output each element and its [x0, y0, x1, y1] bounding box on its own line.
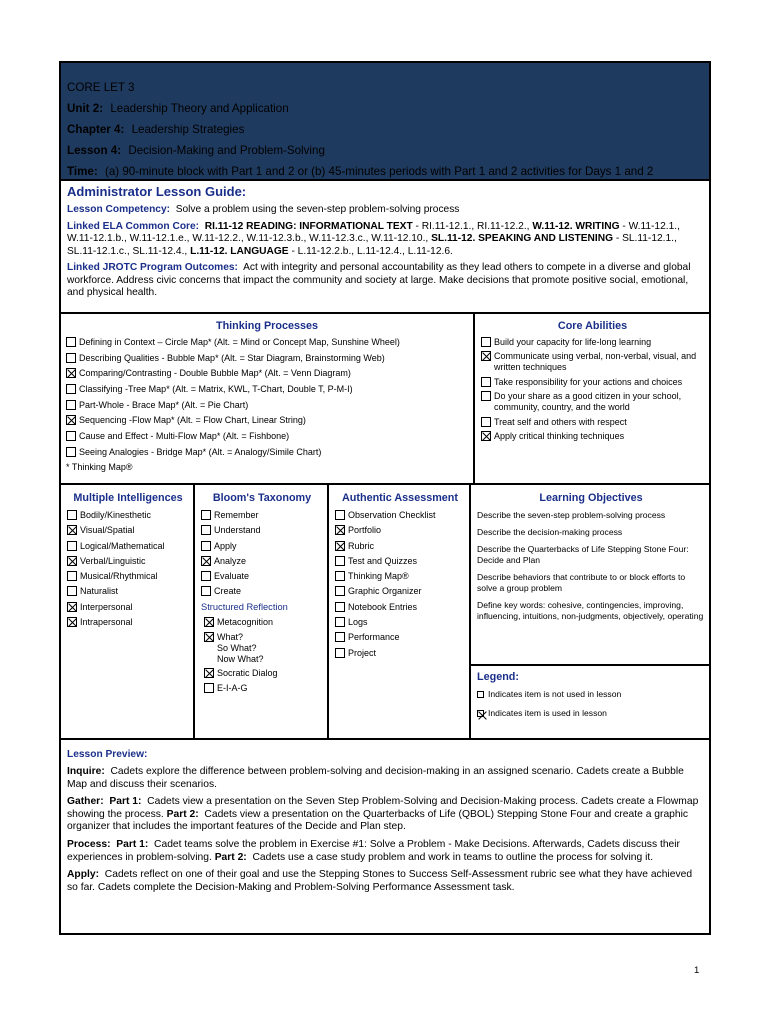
checkbox[interactable] [67, 617, 77, 627]
objective-item: Describe the Quarterbacks of Life Stepping Stone Four: Decide and Plan [477, 544, 689, 565]
checklist-item [201, 586, 323, 597]
checkbox[interactable] [335, 556, 345, 566]
jrotc-label: Linked JROTC Program Outcomes: [67, 262, 238, 273]
inquire-label: Inquire: [67, 766, 105, 777]
objective-item: Describe behaviors that contribute to or block efforts to solve a group problem [477, 572, 686, 593]
learning-objectives [471, 485, 709, 738]
checkbox[interactable] [66, 353, 76, 363]
checklist-item [201, 525, 323, 536]
unit-label: Unit 2: [67, 102, 104, 115]
checkbox[interactable] [481, 417, 491, 427]
checklist-label: Visual/Spatial [80, 525, 135, 536]
checkbox[interactable] [66, 400, 76, 410]
preview-inquire [67, 766, 703, 791]
ela-speaking: SL.11-12. SPEAKING AND LISTENING [431, 233, 614, 244]
checkbox[interactable] [201, 541, 211, 551]
gather-part2-label: Part 2: [166, 808, 199, 820]
checkbox[interactable] [67, 602, 77, 612]
reflection-socratic: Socratic Dialog [217, 668, 278, 679]
mi-title: Multiple Intelligences [73, 492, 183, 504]
checklist-label: Interpersonal [80, 601, 133, 612]
checklist-label: Bodily/Kinesthetic [80, 510, 152, 520]
ela-reading: RI.11-12 READING: INFORMATIONAL TEXT [204, 220, 413, 232]
checklist-label: Observation Checklist [348, 510, 436, 520]
checklist-item [201, 556, 323, 567]
checklist-label: Seeing Analogies - Bridge Map* (Alt. = Analogy/Simile Chart) [79, 446, 322, 457]
checklist-item [335, 571, 465, 582]
multiple-intelligences [61, 485, 195, 738]
core-title: Core Abilities [557, 320, 628, 332]
checklist-item [481, 377, 704, 388]
inquire-text: Cadets explore the difference between problem-solving and decision-making in an assigned scenario. Cadets create a Bubble Map and discuss their scenarios. [67, 766, 684, 790]
checklist-label: Naturalist [80, 586, 119, 597]
gather-part1-label: Part 1: [109, 796, 142, 808]
checklist-label: Part-Whole - Brace Map* (Alt. = Pie Chart) [79, 399, 249, 410]
checkbox[interactable] [335, 525, 345, 535]
reflection-eiag: E-I-A-G [217, 683, 248, 694]
objective-item: Describe the decision-making process [477, 527, 623, 537]
unit-name: Leadership Theory and Application [110, 102, 289, 115]
gather-part1-text: Cadets view a presentation on the Seven Step Problem-Solving and Decision-Making process. Cadets create a Flowmap showing the process. [67, 796, 699, 820]
checklist-item [335, 510, 465, 521]
preview-gather [67, 796, 703, 834]
checklist-item [335, 556, 465, 567]
checkbox[interactable] [335, 632, 345, 642]
checklist-label: Verbal/Linguistic [80, 555, 146, 566]
checklist-label: Rubric [348, 540, 375, 551]
competency-text: Solve a problem using the seven-step problem-solving process [175, 204, 460, 215]
legend-unused [477, 689, 703, 700]
checkbox[interactable] [335, 541, 345, 551]
reflection-list [201, 617, 323, 695]
checklist-item [67, 556, 189, 567]
checklist-item [67, 525, 189, 536]
checkbox[interactable] [201, 571, 211, 581]
checkbox[interactable] [67, 525, 77, 535]
checklist-label: Thinking Map® [348, 571, 409, 582]
checklist-label: Logs [348, 617, 368, 628]
checklist-item [201, 571, 323, 582]
thinking-title: Thinking Processes [215, 320, 318, 332]
lesson-header [59, 61, 711, 181]
checklist-item [201, 510, 323, 521]
objectives-title: Learning Objectives [539, 492, 643, 504]
process-part1-label: Part 1: [116, 838, 149, 850]
authentic-assessment [329, 485, 471, 738]
checklist-item [66, 368, 468, 379]
admin-section [59, 181, 711, 314]
bloom-title: Bloom's Taxonomy [212, 492, 312, 504]
checkbox[interactable] [66, 447, 76, 457]
checklist-label: Build your capacity for life-long learning [494, 337, 652, 347]
checklist-item [481, 351, 704, 373]
checklist-label: Portfolio [348, 525, 382, 536]
checklist-label: Communicate using verbal, non-verbal, visual, and written techniques [494, 351, 697, 373]
checkbox[interactable] [335, 510, 345, 520]
ela-reading-codes: - RI.11-12.1., RI.11-12.2., [412, 220, 533, 232]
time-label: Time: [67, 165, 98, 178]
checklist-item [201, 541, 323, 552]
checklist-item [481, 431, 704, 442]
checklist-label: Logical/Mathematical [80, 540, 165, 551]
chapter-label: Chapter 4: [67, 123, 125, 136]
checkbox[interactable] [66, 368, 76, 378]
checklist-item [67, 617, 189, 628]
legend-unused-text: Indicates item is not used in lesson [488, 689, 622, 699]
checkbox[interactable] [481, 351, 491, 361]
checklist-label: Defining in Context – Circle Map* (Alt. = Mind or Concept Map, Sunshine Wheel) [79, 337, 400, 347]
page-number: 1 [694, 965, 700, 976]
checklist-item [481, 417, 704, 428]
ela-label: Linked ELA Common Core: [67, 220, 200, 232]
checklist-item [67, 602, 189, 613]
checkbox[interactable] [201, 525, 211, 535]
checklist-item [481, 337, 704, 348]
core-abilities [475, 314, 709, 483]
checkbox[interactable] [204, 668, 214, 678]
checklist-item [66, 384, 468, 395]
checkbox[interactable] [201, 556, 211, 566]
admin-title: Administrator Lesson Guide: [67, 184, 247, 199]
checklist-item [67, 510, 189, 521]
lesson-label: Lesson 4: [67, 144, 122, 157]
checkbox[interactable] [335, 617, 345, 627]
checklist-label: Apply [214, 540, 237, 551]
gather-label: Gather: [67, 796, 104, 808]
checked-box-icon [477, 710, 484, 717]
gather-part2-text: Cadets view a presentation on the Quarterbacks of Life (QBOL) Stepping Stone Four and create a graphic organizer that includes the important features of the Decide and Plan step. [67, 808, 689, 833]
core-title: CORE LET 3 [67, 81, 135, 94]
checklist-item [66, 415, 468, 426]
mi-list [67, 510, 189, 628]
checklist-item [66, 447, 468, 458]
checklist-label: Do your share as a good citizen in your school, community, country, and the world [494, 391, 682, 413]
time-text: (a) 90-minute block with Part 1 and 2 or (b) 45-minutes periods with Part 1 and 2 activities for Days 1 and 2 [104, 165, 654, 178]
preview-title: Lesson Preview: [67, 749, 148, 760]
checklist-label: Intrapersonal [80, 617, 133, 628]
checkbox[interactable] [481, 431, 491, 441]
checklist-label: Musical/Rhythmical [80, 571, 158, 582]
ela-writing-codes: - W.11-12.1., W.11-12.1.b., W.11-12.1.e., W.11-12.2., W.11-12.3.b., W.11-12.3.c., W.11-12.10., [67, 220, 680, 244]
checklist-label: Understand [214, 525, 261, 536]
checklist-label: Evaluate [214, 571, 250, 582]
checklist-label: Apply critical thinking techniques [494, 430, 625, 441]
reflection-metacognition: Metacognition [217, 616, 274, 627]
objective-item: Define key words: cohesive, contingencies, improving, influencing, intuitions, non-judgments, objectively, operating [477, 600, 704, 621]
checkbox[interactable] [204, 683, 214, 693]
checklist-item [67, 571, 189, 582]
thinking-list [66, 337, 468, 458]
checkbox[interactable] [67, 510, 77, 520]
checklist-item [66, 400, 468, 411]
checkbox[interactable] [481, 337, 491, 347]
ela-writing: W.11-12. WRITING [532, 220, 620, 232]
process-part2-label: Part 2: [214, 851, 247, 863]
checklist-item [66, 353, 468, 364]
checklist-label: Graphic Organizer [348, 586, 422, 597]
objectives-list [477, 510, 705, 664]
checklist-item [66, 431, 468, 442]
checkbox[interactable] [66, 337, 76, 347]
process-part1-text: Cadet teams solve the problem in Exercise #1: Solve a Problem - Make Decisions. Afterwards, Cadets discuss their experiences in problem-solving. [67, 838, 680, 863]
checklist-item [335, 541, 465, 552]
chapter-name: Leadership Strategies [131, 123, 245, 136]
four-column-row [59, 485, 711, 740]
thinking-map-note: * Thinking Map® [66, 461, 133, 472]
apply-label: Apply: [67, 869, 100, 881]
competency-label: Lesson Competency: [67, 204, 171, 215]
apply-text: Cadets reflect on one of their goal and use the Stepping Stones to Success Self-Assessment rubric see what they have achieved so far. Cadets complete the Decision-Making and Problem-Solving Performance Assessment task. [67, 869, 693, 893]
checklist-label: Sequencing -Flow Map* (Alt. = Flow Chart, Linear String) [79, 415, 306, 426]
checklist-item [335, 586, 465, 597]
checkbox[interactable] [67, 571, 77, 581]
ela-language-codes: - L.11-12.2.b., L.11-12.4., L.11-12.6. [288, 245, 453, 257]
checklist-label: Analyze [214, 555, 247, 566]
reflection-so-what: So What? [217, 643, 257, 654]
checklist-item [204, 617, 323, 628]
checklist-label: Project [348, 647, 377, 658]
checkbox[interactable] [481, 377, 491, 387]
process-part2-text: Cadets use a case study problem and work in teams to outline the process for solving it. [252, 851, 654, 863]
checklist-item [204, 632, 323, 665]
bloom-list [201, 510, 323, 597]
checklist-label: Performance [348, 632, 400, 643]
checkbox[interactable] [335, 648, 345, 658]
processes-abilities-row [59, 314, 711, 485]
checkbox[interactable] [201, 510, 211, 520]
chapter-line [67, 119, 701, 140]
ela-language: L.11-12. LANGUAGE [190, 245, 289, 257]
reflection-what [217, 632, 264, 665]
ela-standards [67, 221, 703, 259]
reflection-now-what: Now What? [217, 654, 264, 665]
assess-title: Authentic Assessment [342, 492, 458, 504]
time-line [67, 161, 701, 182]
legend-title: Legend: [477, 671, 519, 683]
process-label: Process: [67, 838, 111, 850]
checklist-item [67, 586, 189, 597]
checklist-item [481, 391, 704, 413]
checkbox[interactable] [66, 384, 76, 394]
checkbox[interactable] [66, 431, 76, 441]
checkbox[interactable] [67, 541, 77, 551]
legend-used-text: Indicates item is used in lesson [488, 708, 607, 718]
checkbox[interactable] [66, 415, 76, 425]
checkbox[interactable] [335, 571, 345, 581]
checklist-label: Cause and Effect - Multi-Flow Map* (Alt. = Fishbone) [79, 431, 290, 442]
checkbox[interactable] [204, 617, 214, 627]
checklist-label: Treat self and others with respect [494, 416, 627, 427]
core-list [481, 337, 704, 442]
reflection-title: Structured Reflection [201, 601, 288, 612]
checklist-item [335, 525, 465, 536]
checklist-item [204, 668, 323, 679]
checklist-label: Take responsibility for your actions and choices [494, 376, 683, 387]
checkbox[interactable] [67, 556, 77, 566]
lesson-preview [59, 740, 711, 935]
checkbox[interactable] [335, 586, 345, 596]
checkbox[interactable] [201, 586, 211, 596]
checklist-item [335, 632, 465, 643]
checklist-label: Test and Quizzes [348, 555, 418, 566]
checkbox[interactable] [481, 391, 491, 401]
lesson-line [67, 140, 701, 161]
ela-speaking-codes: - SL.11-12.1., SL.11-12.1.c., SL.11-12.4., [67, 233, 677, 257]
jrotc-text: Act with integrity and personal accountability as they lead others to compete in a diverse and global workforce. Address civic concerns that impact the community and society at large. Make decisions that promote positive social, emotional, and physical health. [67, 262, 691, 298]
legend-used [477, 708, 703, 719]
preview-apply [67, 869, 703, 894]
checklist-label: Create [214, 586, 242, 597]
competency [67, 204, 703, 217]
checklist-item [335, 602, 465, 613]
checklist-label: Describing Qualities - Bubble Map* (Alt. = Star Diagram, Brainstorming Web) [79, 352, 385, 363]
lesson-name: Decision-Making and Problem-Solving [128, 144, 325, 157]
checklist-label: Classifying -Tree Map* (Alt. = Matrix, KWL, T-Chart, Double T, P-M-I) [79, 384, 353, 395]
checklist-item [335, 648, 465, 659]
assess-list [335, 510, 465, 659]
preview-process [67, 839, 703, 864]
checklist-label: Notebook Entries [348, 601, 418, 612]
checklist-item [66, 337, 468, 348]
checklist-label: Remember [214, 510, 259, 520]
blooms-taxonomy [195, 485, 329, 738]
reflection-what-label: What? [217, 632, 244, 643]
checkbox[interactable] [335, 602, 345, 612]
thinking-processes [61, 314, 475, 483]
checkbox[interactable] [204, 632, 214, 642]
jrotc-outcomes [67, 262, 703, 300]
lesson-guide-page [59, 61, 711, 935]
legend [471, 664, 709, 719]
objective-item: Describe the seven-step problem-solving process [477, 510, 666, 520]
empty-box-icon [477, 691, 484, 698]
checklist-item [67, 541, 189, 552]
checkbox[interactable] [67, 586, 77, 596]
checklist-item [335, 617, 465, 628]
checklist-label: Comparing/Contrasting - Double Bubble Map* (Alt. = Venn Diagram) [79, 368, 351, 379]
unit-line [67, 98, 701, 119]
checklist-item [204, 683, 323, 694]
